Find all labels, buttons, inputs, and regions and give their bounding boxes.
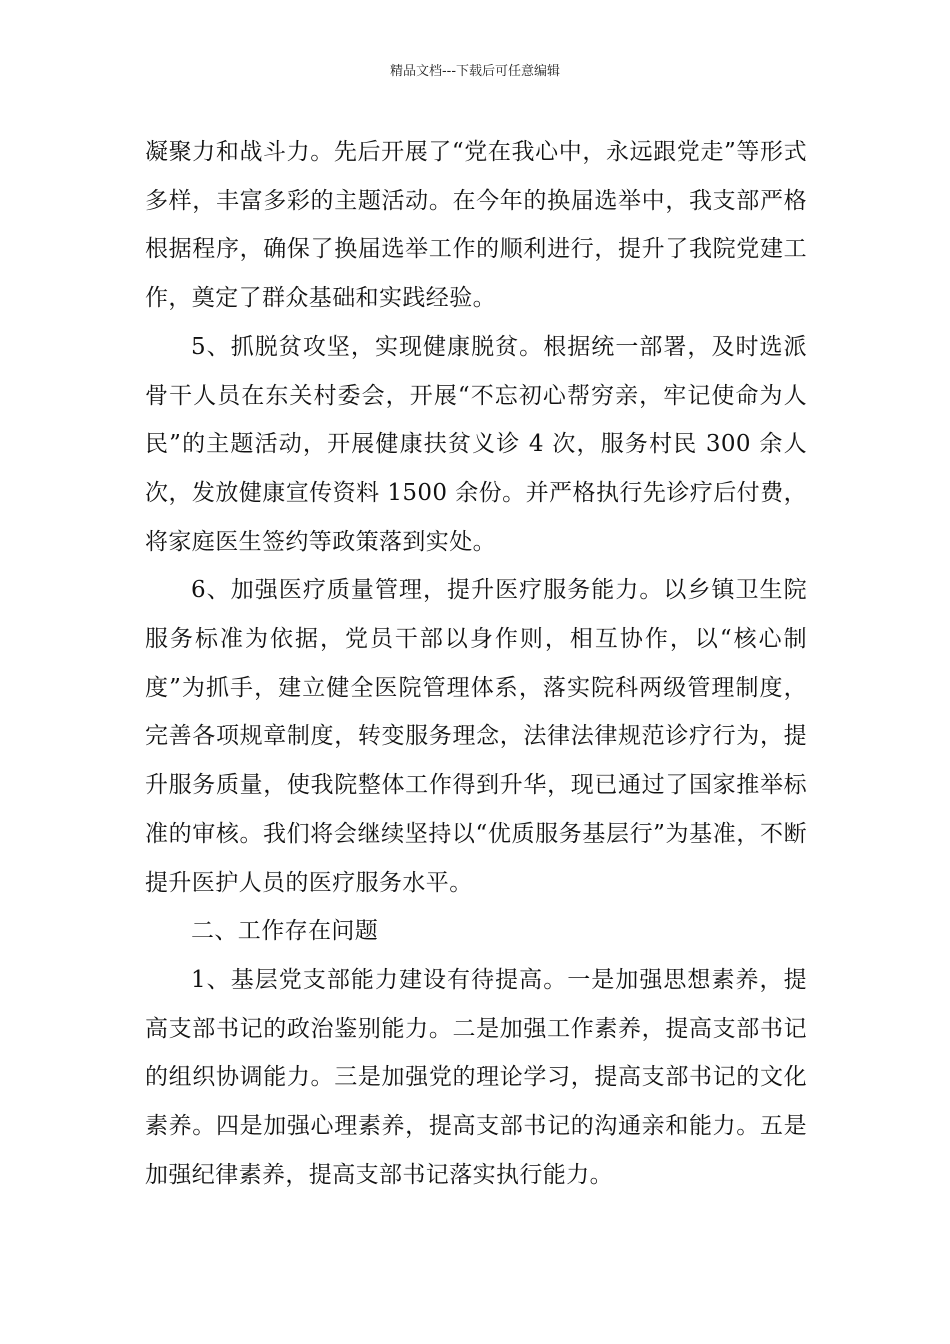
paragraph-item-5: 5、抓脱贫攻坚，实现健康脱贫。根据统一部署，及时选派骨干人员在东关村委会，开展“不忘初心帮穷亲，牢记使命为人民”的主题活动，开展健康扶贫义诊 4 次，服务村民 300 余人次，发放健康宣传资料 1500 余份。并严格执行先诊疗后付费，将家庭医生签约等政策落到实处。 [145, 333, 807, 555]
page-header: 精品文档---下载后可任意编辑 [389, 64, 561, 79]
paragraph-continuation: 凝聚力和战斗力。先后开展了“党在我心中，永远跟党走”等形式多样，丰富多彩的主题活动。在今年的换届选举中，我支部严格根据程序，确保了换届选举工作的顺利进行，提升了我院党建工作，奠定了群众基础和实践经验。 [145, 139, 807, 312]
paragraph-problem-1: 1、基层党支部能力建设有待提高。一是加强思想素养，提高支部书记的政治鉴别能力。二是加强工作素养，提高支部书记的组织协调能力。三是加强党的理论学习，提高支部书记的文化素养。四是加强心理素养，提高支部书记的沟通亲和能力。五是加强纪律素养，提高支部书记落实执行能力。 [145, 966, 807, 1188]
document-body [145, 128, 807, 1199]
section-heading-problems: 二、工作存在问题 [191, 918, 379, 945]
paragraph-item-6: 6、加强医疗质量管理，提升医疗服务能力。以乡镇卫生院服务标准为依据，党员干部以身作则，相互协作，以“核心制度”为抓手，建立健全医院管理体系，落实院科两级管理制度，完善各项规章制度，转变服务理念，法律法律规范诊疗行为，提升服务质量，使我院整体工作得到升华，现已通过了国家推举标准的审核。我们将会继续坚持以“优质服务基层行”为基准，不断提升医护人员的医疗服务水平。 [145, 577, 807, 896]
